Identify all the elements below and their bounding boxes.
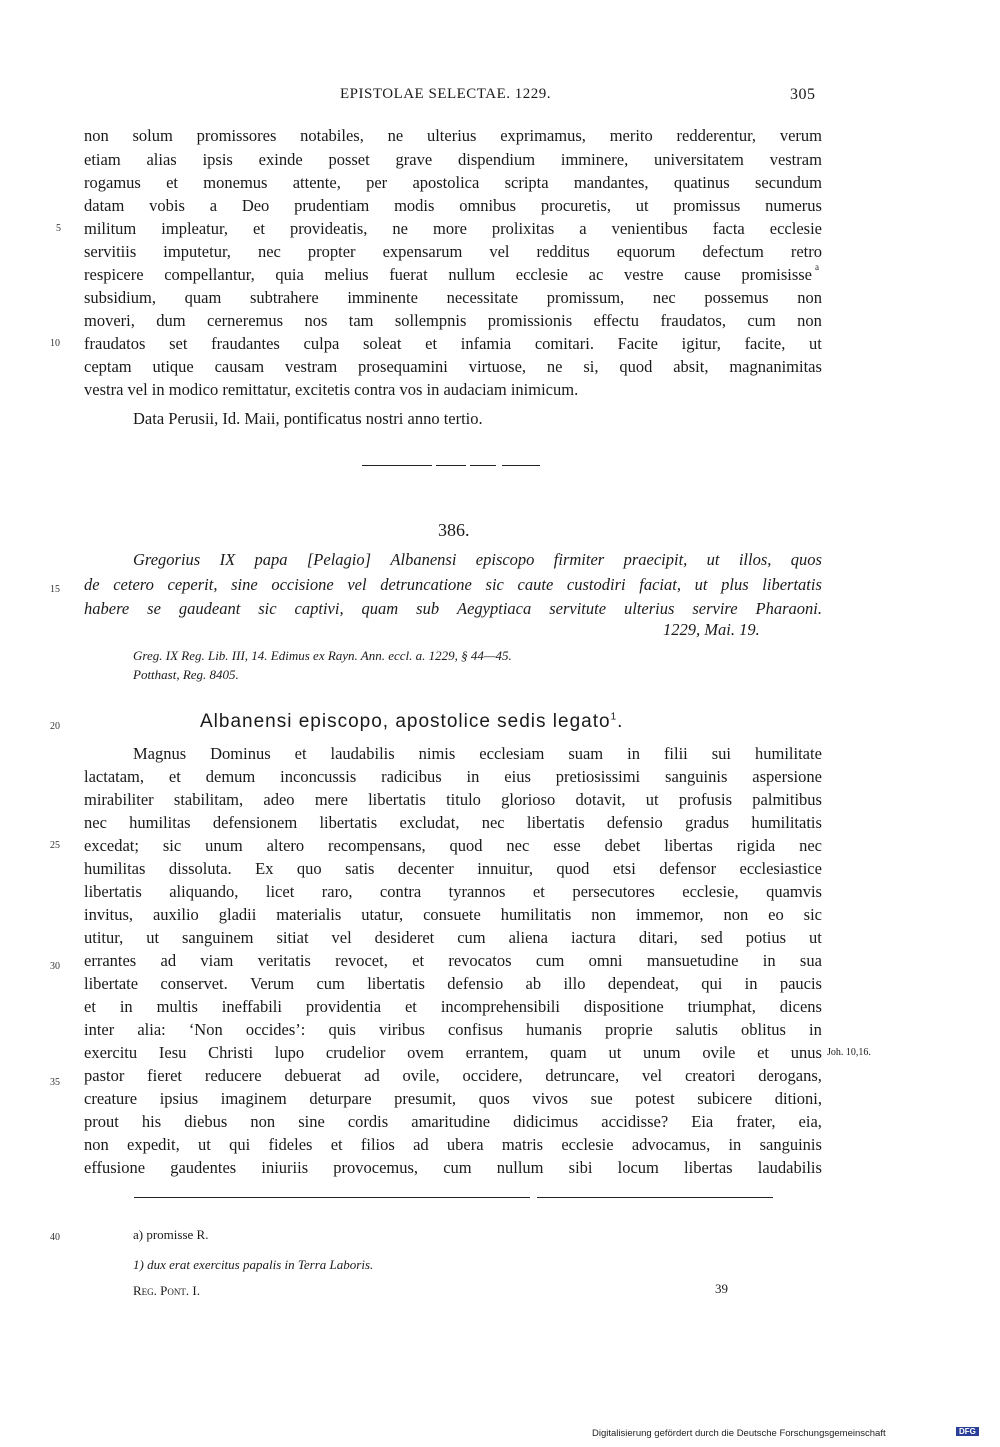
footnote-variant: a) promisse R. (133, 1227, 209, 1242)
text-line: prout his diebus non sine cordis amaritudine didicimus accidisse? Eia frater, eia, (84, 1112, 822, 1131)
text-line: creature ipsius imaginem deturpare presumit, quos vivos sue potest subicere ditioni, (84, 1089, 822, 1108)
marginal-reference: Joh. 10,16. (827, 1047, 871, 1058)
text-line: servitiis imputetur, nec propter expensarum vel redditus equorum defectum retro (84, 242, 822, 261)
text-line: humilitas dissoluta. Ex quo satis decenter innuitur, quod etsi defensor ecclesiastice (84, 859, 822, 878)
text-line: etiam alias ipsis exinde posset grave dispendium imminere, universitatem vestram (84, 150, 822, 169)
footnote-marker: 1 (610, 711, 618, 723)
text-line: nec humilitas defensionem libertatis excludat, nec libertatis defensio gradus humilitatis (84, 813, 822, 832)
text-line: rogamus et monemus attente, per apostolica scripta mandantes, quatinus secundum (84, 173, 822, 192)
text-line: militum impleatur, et provideatis, ne more prolixitas a venientibus facta ecclesie (84, 219, 822, 238)
line-number: 15 (50, 584, 60, 595)
footnote-marker: a (815, 262, 819, 272)
letter-number: 386. (438, 520, 470, 540)
text-line: datam vobis a Deo prudentiam modis omnibus procuretis, ut promissus numerus (84, 196, 822, 215)
text-line: invitus, auxilio gladii materialis utatur, consuete humilitatis non immemor, non eo sic (84, 905, 822, 924)
funding-note: Digitalisierung gefördert durch die Deutsche Forschungsgemeinschaft (592, 1428, 886, 1439)
text-line: inter alia: ‘Non occides’: quis viribus confisus humanis proprie salutis oblitus in (84, 1020, 822, 1039)
text-line: libertatis aliquando, licet raro, contra tyrannos et persecutores ecclesie, quamvis (84, 882, 822, 901)
text-line: errantes ad viam veritatis revocet, et revocatos cum omni mansuetudine in sua (84, 951, 822, 970)
text-line: non expedit, ut qui fideles et filios ad ubera matris ecclesie advocamus, in sanguinis (84, 1135, 822, 1154)
text-line: moveri, dum cerneremus nos tam sollempnis promissionis effectu fraudatos, cum non (84, 311, 822, 330)
page-number: 305 (790, 86, 816, 103)
line-number: 5 (56, 223, 61, 234)
text-line: libertate conservet. Verum cum libertatis defensio ab illo dependeat, qui in paucis (84, 974, 822, 993)
letter-date: 1229, Mai. 19. (663, 620, 760, 639)
text-line: effusione gaudentes iniuriis provocemus, cum nullum sibi locum libertas laudabilis (84, 1158, 822, 1177)
line-number: 10 (50, 338, 60, 349)
text-line: utitur, ut sanguinem sitiat vel desideret cum aliena iactura ditari, sed potius ut (84, 928, 822, 947)
signature-mark: Reg. Pont. I. (133, 1283, 200, 1298)
text-line: respicere compellantur, quia melius fuerat nullum ecclesie ac vestre cause promisisse (84, 265, 812, 284)
text-line: ceptam utique causam vestram prosequamini virtuose, ne si, quod absit, magnanimitas (84, 357, 822, 376)
footnote-rule (134, 1197, 530, 1198)
line-number: 25 (50, 840, 60, 851)
text-line: mirabiliter stabilitam, adeo mere libertatis titulo glorioso dotavit, ut profusis palmitibus (84, 790, 822, 809)
dating-line: Data Perusii, Id. Maii, pontificatus nostri anno tertio. (133, 409, 483, 428)
text-line: non solum promissores notabiles, ne ulterius exprimamus, merito redderentur, verum (84, 126, 822, 145)
signature-number: 39 (715, 1281, 728, 1296)
text-line: excedat; sic unum altero recompensans, quod nec esse debet libertas rigida nec (84, 836, 822, 855)
line-number: 40 (50, 1232, 60, 1243)
address-heading: Albanensi episcopo, apostolice sedis legato$^1$. (200, 711, 624, 732)
text-line: et in multis ineffabili providentia et incomprehensibili dispositione triumphat, dicens (84, 997, 822, 1016)
summary-line: Gregorius IX papa [Pelagio] Albanensi episcopo firmiter praecipit, ut illos, quos (133, 550, 822, 569)
source-line: Potthast, Reg. 8405. (133, 667, 239, 682)
line-number: 35 (50, 1077, 60, 1088)
footnote-rule (537, 1197, 773, 1198)
footnote-1: 1) dux erat exercitus papalis in Terra Laboris. (133, 1257, 374, 1272)
text-line: Magnus Dominus et laudabilis nimis ecclesiam suam in filii sui humilitate (133, 744, 822, 763)
text-line: subsidium, quam subtrahere imminente necessitate promissum, nec possemus non (84, 288, 822, 307)
text-line: lactatam, et demum inconcussis radicibus in eius pretiosissimi sanguinis aspersione (84, 767, 822, 786)
line-number: 30 (50, 961, 60, 972)
summary-line: habere se gaudeant sic captivi, quam sub Aegyptiaca servitute ulterius servire Pharaoni. (84, 599, 822, 618)
line-number: 20 (50, 721, 60, 732)
text-line: vestra vel in modico remittatur, excitetis contra vos in audaciam inimicum. (84, 380, 579, 399)
summary-line: de cetero ceperit, sine occisione vel detruncatione sic caute custodiri faciat, ut plus libertatis (84, 575, 822, 594)
text-line: fraudatos set fraudantes culpa soleat et infamia comitari. Facite igitur, facite, ut (84, 334, 822, 353)
address-text: Albanensi episcopo, apostolice sedis legato (200, 711, 611, 732)
text-line: exercitu Iesu Christi lupo crudelior ovem errantem, quam ut unum ovile et unus (84, 1043, 822, 1062)
text-line: pastor fieret reducere debuerat ad ovile, occidere, detruncare, vel creatori derogans, (84, 1066, 822, 1085)
source-line: Greg. IX Reg. Lib. III, 14. Edimus ex Rayn. Ann. eccl. a. 1229, § 44—45. (133, 648, 512, 663)
running-title: EPISTOLAE SELECTAE. 1229. (340, 86, 552, 102)
dfg-logo: DFG (956, 1427, 979, 1436)
